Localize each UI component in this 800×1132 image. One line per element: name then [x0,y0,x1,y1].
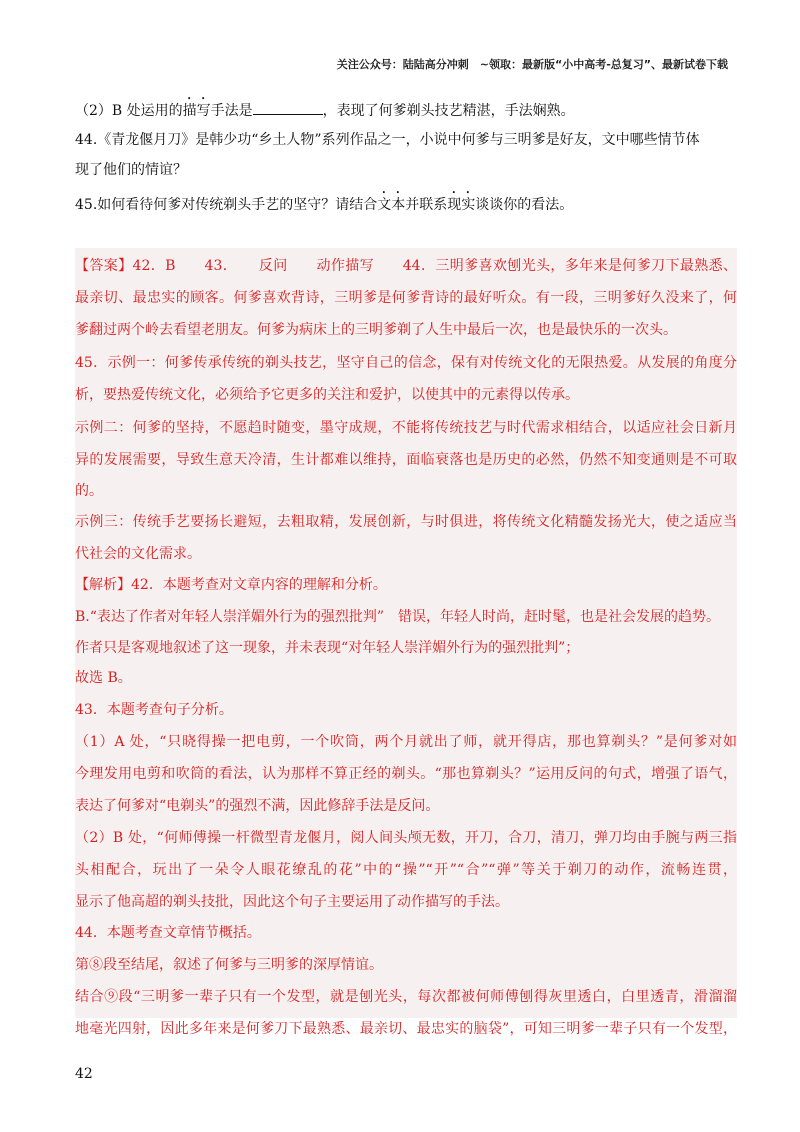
answer-line: 45．示例一：何爹传承传统的剃头技艺，坚守自己的信念，保有对传统文化的无限热爱。从发展的角度分 [75,355,737,371]
page-number: 42 [75,1066,93,1082]
question-44-line2: 现了他们的情谊？ [75,162,187,178]
q43b-dotted: 描写 [182,103,211,119]
q45-dotted-text: 文本 [377,197,406,213]
q45-mid: 并联系 [405,197,448,213]
q45-dotted-reality: 现实 [447,197,476,213]
answer-line: 表达了何爹对“电剃头”的强烈不满，因此修辞手法是反问。 [75,798,440,814]
answer-line: 第⑧段至结尾，叙述了何爹与三明爹的深厚情谊。 [75,957,383,973]
answer-line: 地毫光四射，因此多年来是何爹刀下最熟悉、最亲切、最忠实的脑袋”，可知三明爹一辈子只有一个发型， [75,1021,737,1037]
answer-line: 示例三：传统手艺要扬长避短，去粗取精，发展创新，与时俱进，将传统文化精髓发扬光大，使之适应当 [75,514,737,530]
answer-line: 代社会的文化需求。 [75,546,201,562]
answer-line: 【解析】42．本题考查对文章内容的理解和分析。 [75,577,387,593]
q45-prefix: 45.如何看待何爹对传统剃头手艺的坚守？请结合 [75,197,378,213]
answer-line: 头相配合，玩出了一朵令人眼花缭乱的花”中的“操”“开”“合”“弹”等关于剃刀的动作，流畅连贯， [75,862,737,878]
q43b-mid: 手法是 [210,103,253,119]
answer-line: 示例二：何爹的坚持，不愿趋时随变，墨守成规，不能将传统技艺与时代需求相结合，以适应社会日新月 [75,420,737,436]
answer-line: B.“表达了作者对年轻人崇洋媚外行为的强烈批判” 错误，年轻人时尚，赶时髦，也是社会发展的趋势。 [75,609,721,625]
answer-line: （2）B 处，“何师傅操一杆微型青龙偃月，阅人间头颅无数，开刀，合刀，清刀，弹刀均由手腕与两三指 [75,830,737,846]
answer-line: （1）A 处，“只晓得操一把电剪，一个吹筒，两个月就出了师，就开得店，那也算剃头？”是何爹对如 [75,734,737,750]
answer-line: 【答案】42．B 43． 反问 动作描写 44．三明爹喜欢刨光头，多年来是何爹刀下最熟悉、 [75,258,737,274]
answer-line: 结合⑨段“三明爹一辈子只有一个发型，就是刨光头，每次都被何师傅刨得灰里透白，白里透青，滑溜溜 [75,989,737,1005]
answer-line: 44．本题考查文章情节概括。 [75,925,261,941]
answer-line: 显示了他高超的剃头技批，因此这个句子主要运用了动作描写的手法。 [75,894,509,910]
question-44-line1: 44.《青龙偃月刀》是韩少功“乡土人物”系列作品之一，小说中何爹与三明爹是好友，文中哪些情节体 [75,132,700,148]
answer-line: 析，要热爱传统文化，必须给予它更多的关注和爱护，以使其中的元素得以传承。 [75,387,579,403]
answer-blank [253,100,323,115]
q45-suffix: 谈谈你的看法。 [475,197,574,213]
answer-line: 43．本题考查句子分析。 [75,702,233,718]
q43b-prefix: （2）B 处运用的 [75,103,183,119]
question-43-part2 [75,95,735,126]
answer-line: 作者只是客观地叙述了这一现象，并未表现“对年轻人崇洋媚外行为的强烈批判”； [75,640,580,656]
answer-line: 的。 [75,483,103,499]
question-45 [75,189,735,220]
answer-line: 爹翻过两个岭去看望老朋友。何爹为病床上的三明爹剃了人生中最后一次，也是最快乐的一次头。 [75,322,677,338]
answer-line: 异的发展需要，导致生意天冷清，生计都难以维持，面临衰落也是历史的必然，仍然不知变通则是不可取 [75,452,737,468]
answer-line: 今理发用电剪和吹筒的看法，认为那样不算正经的剃头。“那也算剃头？”运用反问的句式，增强了语气， [75,766,737,782]
answer-line: 最亲切、最忠实的顾客。何爹喜欢背诗，三明爹是何爹背诗的最好听众。有一段，三明爹好久没来了，何 [75,290,737,306]
answer-line: 故选 B。 [75,670,132,686]
q43b-suffix: ，表现了何爹剃头技艺精湛，手法娴熟。 [322,103,575,119]
page-header: 关注公众号：陆陆高分冲刺 ~领取：最新版“小中高考-总复习”、最新试卷下载 [336,58,728,71]
